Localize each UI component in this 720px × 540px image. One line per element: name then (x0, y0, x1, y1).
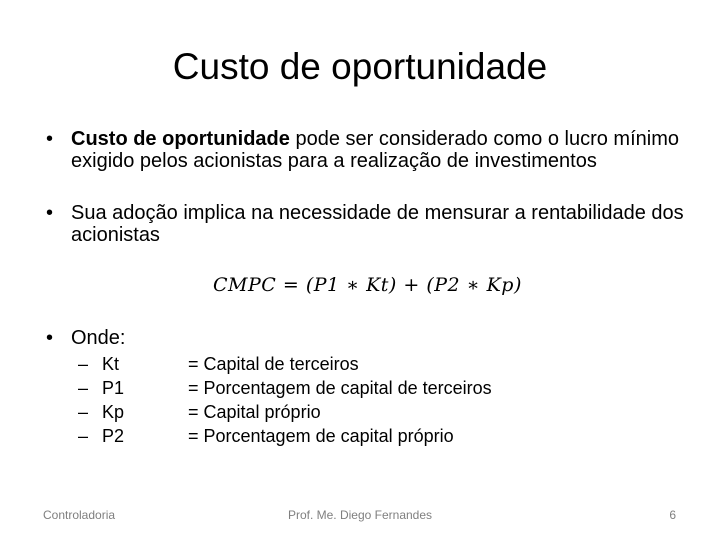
definition-term: P1 (102, 378, 125, 398)
slide-title: Custo de oportunidade (172, 46, 548, 87)
definition-meaning: = Porcentagem de capital de terceiros (188, 378, 492, 398)
footer-author: Prof. Me. Diego Fernandes (287, 508, 433, 522)
dash-marker: – (78, 378, 89, 398)
bullet-text: Sua adoção implica na necessidade de mensurar a rentabilidade dos acionistas (71, 202, 684, 246)
bullet-text (71, 128, 691, 172)
definition-meaning: = Capital de terceiros (188, 354, 359, 374)
bullet-text: Onde: (71, 327, 126, 349)
definition-list (78, 352, 578, 448)
definition-meaning: = Porcentagem de capital próprio (188, 426, 454, 446)
definition-term: Kt (102, 354, 120, 374)
definition-term: P2 (102, 426, 125, 446)
definition-item (78, 352, 578, 376)
bullet-marker: • (46, 327, 54, 349)
definition-meaning: = Capital próprio (188, 402, 321, 422)
dash-marker: – (78, 354, 89, 374)
dash-marker: – (78, 426, 89, 446)
definition-item (78, 400, 578, 424)
definition-item (78, 376, 578, 400)
bullet-bold-term: Custo de oportunidade (71, 128, 290, 150)
bullet-body: pode ser considerado como o lucro mínimo exigido pelos acionistas para a realização de investimentos (71, 128, 679, 172)
formula: CMPC = (P1 ∗ Kt) + (P2 ∗ Kp) (213, 274, 522, 296)
page-number: 6 (669, 508, 676, 522)
definition-term: Kp (102, 402, 125, 422)
bullet-marker: • (46, 128, 54, 150)
dash-marker: – (78, 402, 89, 422)
bullet-marker: • (46, 202, 54, 224)
definition-item (78, 424, 578, 448)
footer-course: Controladoria (43, 508, 116, 522)
